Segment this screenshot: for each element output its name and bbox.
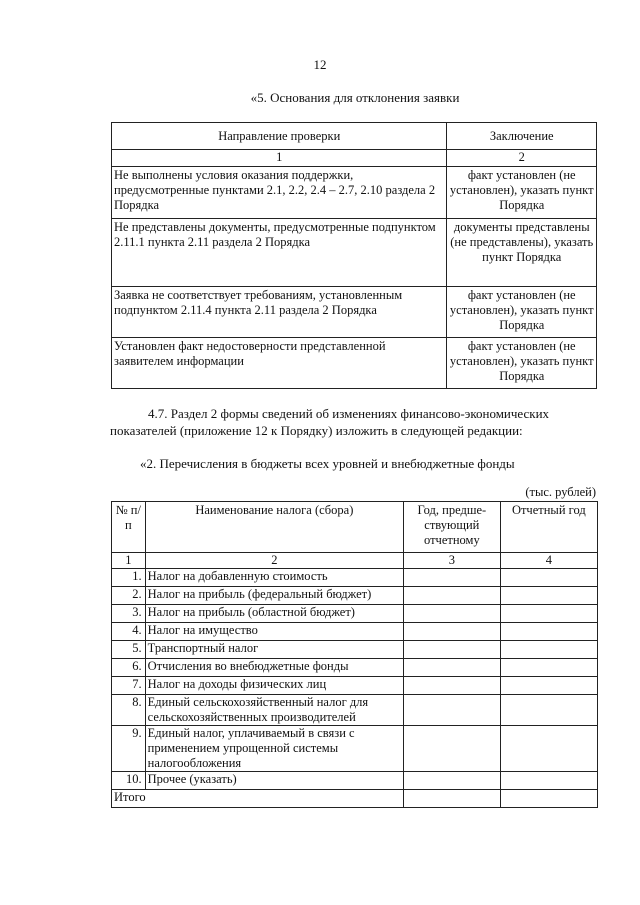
column-number: 1 xyxy=(112,150,447,167)
row-number: 3. xyxy=(112,605,146,623)
row-number: 5. xyxy=(112,641,146,659)
unit-label: (тыс. рублей) xyxy=(525,485,596,499)
previous-year-value xyxy=(404,623,501,641)
tax-name: Прочее (указать) xyxy=(145,772,403,790)
header-direction: Направление проверки xyxy=(112,123,447,150)
reporting-year-value xyxy=(500,641,597,659)
conclusion-cell: факт установлен (не установлен), указать пункт Порядка xyxy=(447,287,597,338)
page-number: 12 xyxy=(313,57,327,72)
previous-year-value xyxy=(404,641,501,659)
table-row xyxy=(112,726,598,772)
direction-cell: Заявка не соответствует требованиям, установленным подпунктом 2.11.4 пункта 2.11 раздела 2 Порядка xyxy=(112,287,447,338)
reporting-year-value xyxy=(500,659,597,677)
tax-name: Отчисления во внебюджетные фонды xyxy=(145,659,403,677)
direction-cell: Не выполнены условия оказания поддержки, предусмотренные пунктами 2.1, 2.2, 2.4 – 2.7, 2.10 раздела 2 Порядка xyxy=(112,167,447,219)
header-tax-name: Наименование налога (сбора) xyxy=(145,502,403,553)
section-5-title: «5. Основания для отклонения заявки xyxy=(250,90,460,105)
reporting-year-value xyxy=(500,695,597,726)
table-row xyxy=(112,695,598,726)
previous-year-value xyxy=(404,677,501,695)
column-number: 2 xyxy=(145,553,403,569)
table-header-row xyxy=(112,123,597,150)
tax-name: Налог на прибыль (областной бюджет) xyxy=(145,605,403,623)
table-row xyxy=(112,587,598,605)
previous-year-value xyxy=(404,659,501,677)
conclusion-cell: факт установлен (не установлен), указать пункт Порядка xyxy=(447,167,597,219)
reporting-year-value xyxy=(500,569,597,587)
column-number: 2 xyxy=(447,150,597,167)
budget-payments-table xyxy=(111,501,598,808)
row-number: 9. xyxy=(112,726,146,772)
table-row xyxy=(112,569,598,587)
header-reporting-year: Отчетный год xyxy=(500,502,597,553)
table-row xyxy=(112,641,598,659)
table-row xyxy=(112,167,597,219)
table-row xyxy=(112,219,597,287)
row-number: 7. xyxy=(112,677,146,695)
header-number: № п/п xyxy=(112,502,146,553)
table-row xyxy=(112,623,598,641)
column-numbers-row xyxy=(112,150,597,167)
column-numbers-row xyxy=(112,553,598,569)
tax-name: Транспортный налог xyxy=(145,641,403,659)
total-row xyxy=(112,790,598,808)
row-number: 8. xyxy=(112,695,146,726)
previous-year-value xyxy=(404,569,501,587)
reporting-year-value xyxy=(500,623,597,641)
column-number: 1 xyxy=(112,553,146,569)
reporting-year-value xyxy=(500,677,597,695)
row-number: 4. xyxy=(112,623,146,641)
total-label: Итого xyxy=(112,790,404,808)
previous-year-value xyxy=(404,605,501,623)
reporting-year-total xyxy=(500,790,597,808)
reporting-year-value xyxy=(500,726,597,772)
previous-year-value xyxy=(404,695,501,726)
table-row xyxy=(112,772,598,790)
row-number: 1. xyxy=(112,569,146,587)
tax-name: Единый сельскохозяйственный налог для сельскохозяйственных производителей xyxy=(145,695,403,726)
row-number: 6. xyxy=(112,659,146,677)
previous-year-value xyxy=(404,587,501,605)
table-header-row xyxy=(112,502,598,553)
header-conclusion: Заключение xyxy=(447,123,597,150)
table-row xyxy=(112,677,598,695)
table-row xyxy=(112,338,597,389)
table-row xyxy=(112,659,598,677)
row-number: 2. xyxy=(112,587,146,605)
conclusion-cell: факт установлен (не установлен), указать пункт Порядка xyxy=(447,338,597,389)
section-2-title: «2. Перечисления в бюджеты всех уровней и внебюджетные фонды xyxy=(140,456,515,471)
tax-name: Налог на доходы физических лиц xyxy=(145,677,403,695)
tax-name: Налог на добавленную стоимость xyxy=(145,569,403,587)
previous-year-total xyxy=(404,790,501,808)
column-number: 3 xyxy=(404,553,501,569)
conclusion-cell: документы представлены (не представлены), указать пункт Порядка xyxy=(447,219,597,287)
row-number: 10. xyxy=(112,772,146,790)
direction-cell: Не представлены документы, предусмотренные подпунктом 2.11.1 пункта 2.11 раздела 2 Порядка xyxy=(112,219,447,287)
reporting-year-value xyxy=(500,772,597,790)
reporting-year-value xyxy=(500,587,597,605)
direction-cell: Установлен факт недостоверности представленной заявителем информации xyxy=(112,338,447,389)
tax-name: Единый налог, уплачиваемый в связи с применением упрощенной системы налогообложения xyxy=(145,726,403,772)
tax-name: Налог на прибыль (федеральный бюджет) xyxy=(145,587,403,605)
column-number: 4 xyxy=(500,553,597,569)
paragraph-4-7: 4.7. Раздел 2 формы сведений об изменениях финансово-экономических показателей (приложение 12 к Порядку) изложить в следующей редакции: xyxy=(110,406,550,438)
header-previous-year: Год, предше-ствующий отчетному xyxy=(404,502,501,553)
tax-name: Налог на имущество xyxy=(145,623,403,641)
table-row xyxy=(112,287,597,338)
table-row xyxy=(112,605,598,623)
previous-year-value xyxy=(404,726,501,772)
rejection-grounds-table xyxy=(111,122,597,389)
previous-year-value xyxy=(404,772,501,790)
reporting-year-value xyxy=(500,605,597,623)
